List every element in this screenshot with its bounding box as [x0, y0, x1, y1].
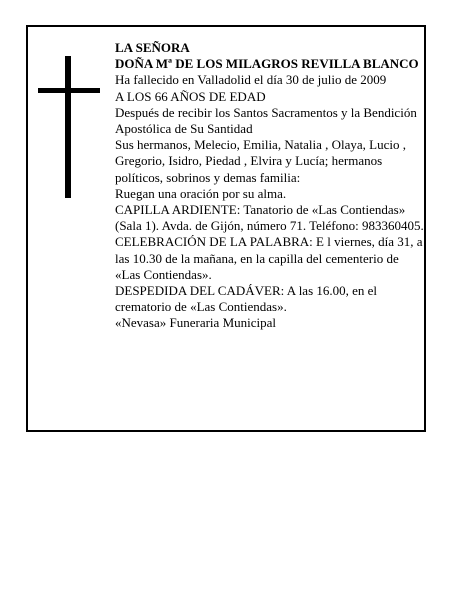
notice-text — [115, 40, 427, 332]
obituary-notice — [26, 25, 426, 432]
celebration-line: CELEBRACIÓN DE LA PALABRA: E l viernes, día 31, a las 10.30 de la mañana, en la capilla del cementerio de «Las Contiendas». — [115, 234, 426, 282]
notice-title: LA SEÑORA — [115, 40, 190, 55]
death-announcement: Ha fallecido en Valladolid el día 30 de julio de 2009 — [115, 72, 387, 88]
farewell-line: DESPEDIDA DEL CADÁVER: A las 16.00, en el crematorio de «Las Contiendas». — [115, 283, 381, 315]
age-line: A LOS 66 AÑOS DE EDAD — [115, 88, 266, 104]
cross-vertical-bar — [65, 56, 71, 198]
prayer-line: Ruegan una oración por su alma. — [115, 185, 287, 201]
latin-cross-icon — [38, 56, 100, 198]
family-line: Sus hermanos, Melecio, Emilia, Natalia , Olaya, Lucio , Gregorio, Isidro, Piedad , Elvira y Lucía; hermanos políticos, sobrinos y demas familia: — [115, 137, 410, 185]
deceased-name: DOÑA Mª DE LOS MILAGROS REVILLA BLANCO — [115, 56, 419, 72]
cross-horizontal-bar — [38, 88, 100, 93]
sacraments-line: Después de recibir los Santos Sacramentos y la Bendición Apostólica de Su Santidad — [115, 104, 420, 137]
chapel-line: CAPILLA ARDIENTE: Tanatorio de «Las Contiendas» (Sala 1). Avda. de Gijón, número 71. Teléfono: 983360405. — [115, 202, 424, 234]
funeral-home-line: «Nevasa» Funeraria Municipal — [115, 315, 277, 331]
